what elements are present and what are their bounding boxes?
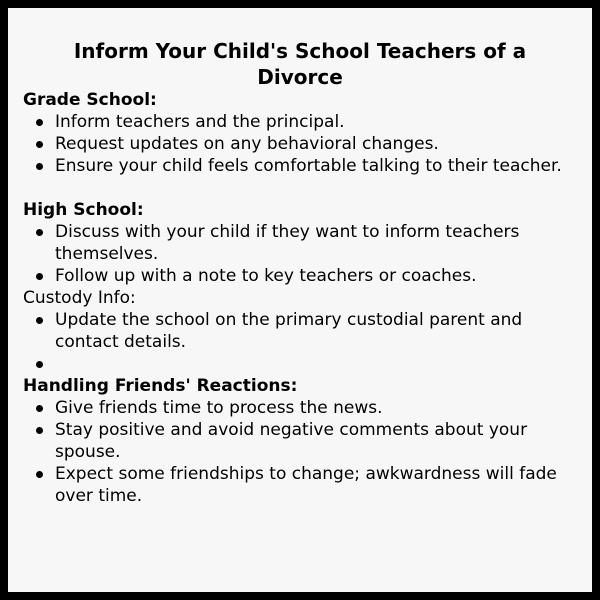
section-high-school (23, 199, 583, 287)
bullet-icon (36, 119, 43, 126)
list-item-text: Give friends time to process the news. (55, 398, 383, 418)
bullet-icon (36, 427, 43, 434)
bullet-icon (36, 405, 43, 412)
list-item (23, 155, 583, 177)
bullet-list (23, 111, 583, 177)
section-friends-reactions (23, 375, 583, 507)
list-item-text: Inform teachers and the principal. (55, 112, 345, 132)
list-item-text: Expect some friendships to change; awkwardness will fade over time. (55, 464, 557, 506)
bullet-icon (36, 229, 43, 236)
list-item (23, 463, 583, 507)
bullet-icon (36, 471, 43, 478)
list-item (23, 419, 583, 463)
section-custody-info (23, 287, 583, 375)
bullet-icon (36, 361, 43, 368)
bullet-list (23, 397, 583, 507)
list-item-text: Update the school on the primary custodial parent and contact details. (55, 310, 523, 352)
section-heading: High School: (23, 200, 144, 220)
section-heading: Custody Info: (23, 288, 136, 308)
list-item-text: Follow up with a note to key teachers or coaches. (55, 266, 477, 286)
list-item (23, 397, 583, 419)
bullet-icon (36, 141, 43, 148)
info-card (8, 8, 592, 592)
bullet-icon (36, 317, 43, 324)
bullet-icon (36, 273, 43, 280)
section-heading: Handling Friends' Reactions: (23, 376, 298, 396)
page-title: Inform Your Child's School Teachers of a Divorce (73, 39, 527, 89)
list-item-text: Discuss with your child if they want to inform teachers themselves. (55, 222, 520, 264)
list-item (23, 221, 583, 265)
list-item-text: Ensure your child feels comfortable talking to their teacher. (55, 156, 562, 176)
list-item (23, 133, 583, 155)
section-grade-school (23, 89, 583, 177)
section-heading: Grade School: (23, 90, 157, 110)
list-item-text: Stay positive and avoid negative comments about your spouse. (55, 420, 528, 462)
bullet-list (23, 309, 583, 375)
list-item (23, 111, 583, 133)
content (23, 89, 583, 507)
bullet-icon (36, 163, 43, 170)
list-item (23, 309, 583, 353)
list-item (23, 353, 583, 375)
bullet-list (23, 221, 583, 287)
list-item-text: Request updates on any behavioral changes. (55, 134, 439, 154)
list-item (23, 265, 583, 287)
